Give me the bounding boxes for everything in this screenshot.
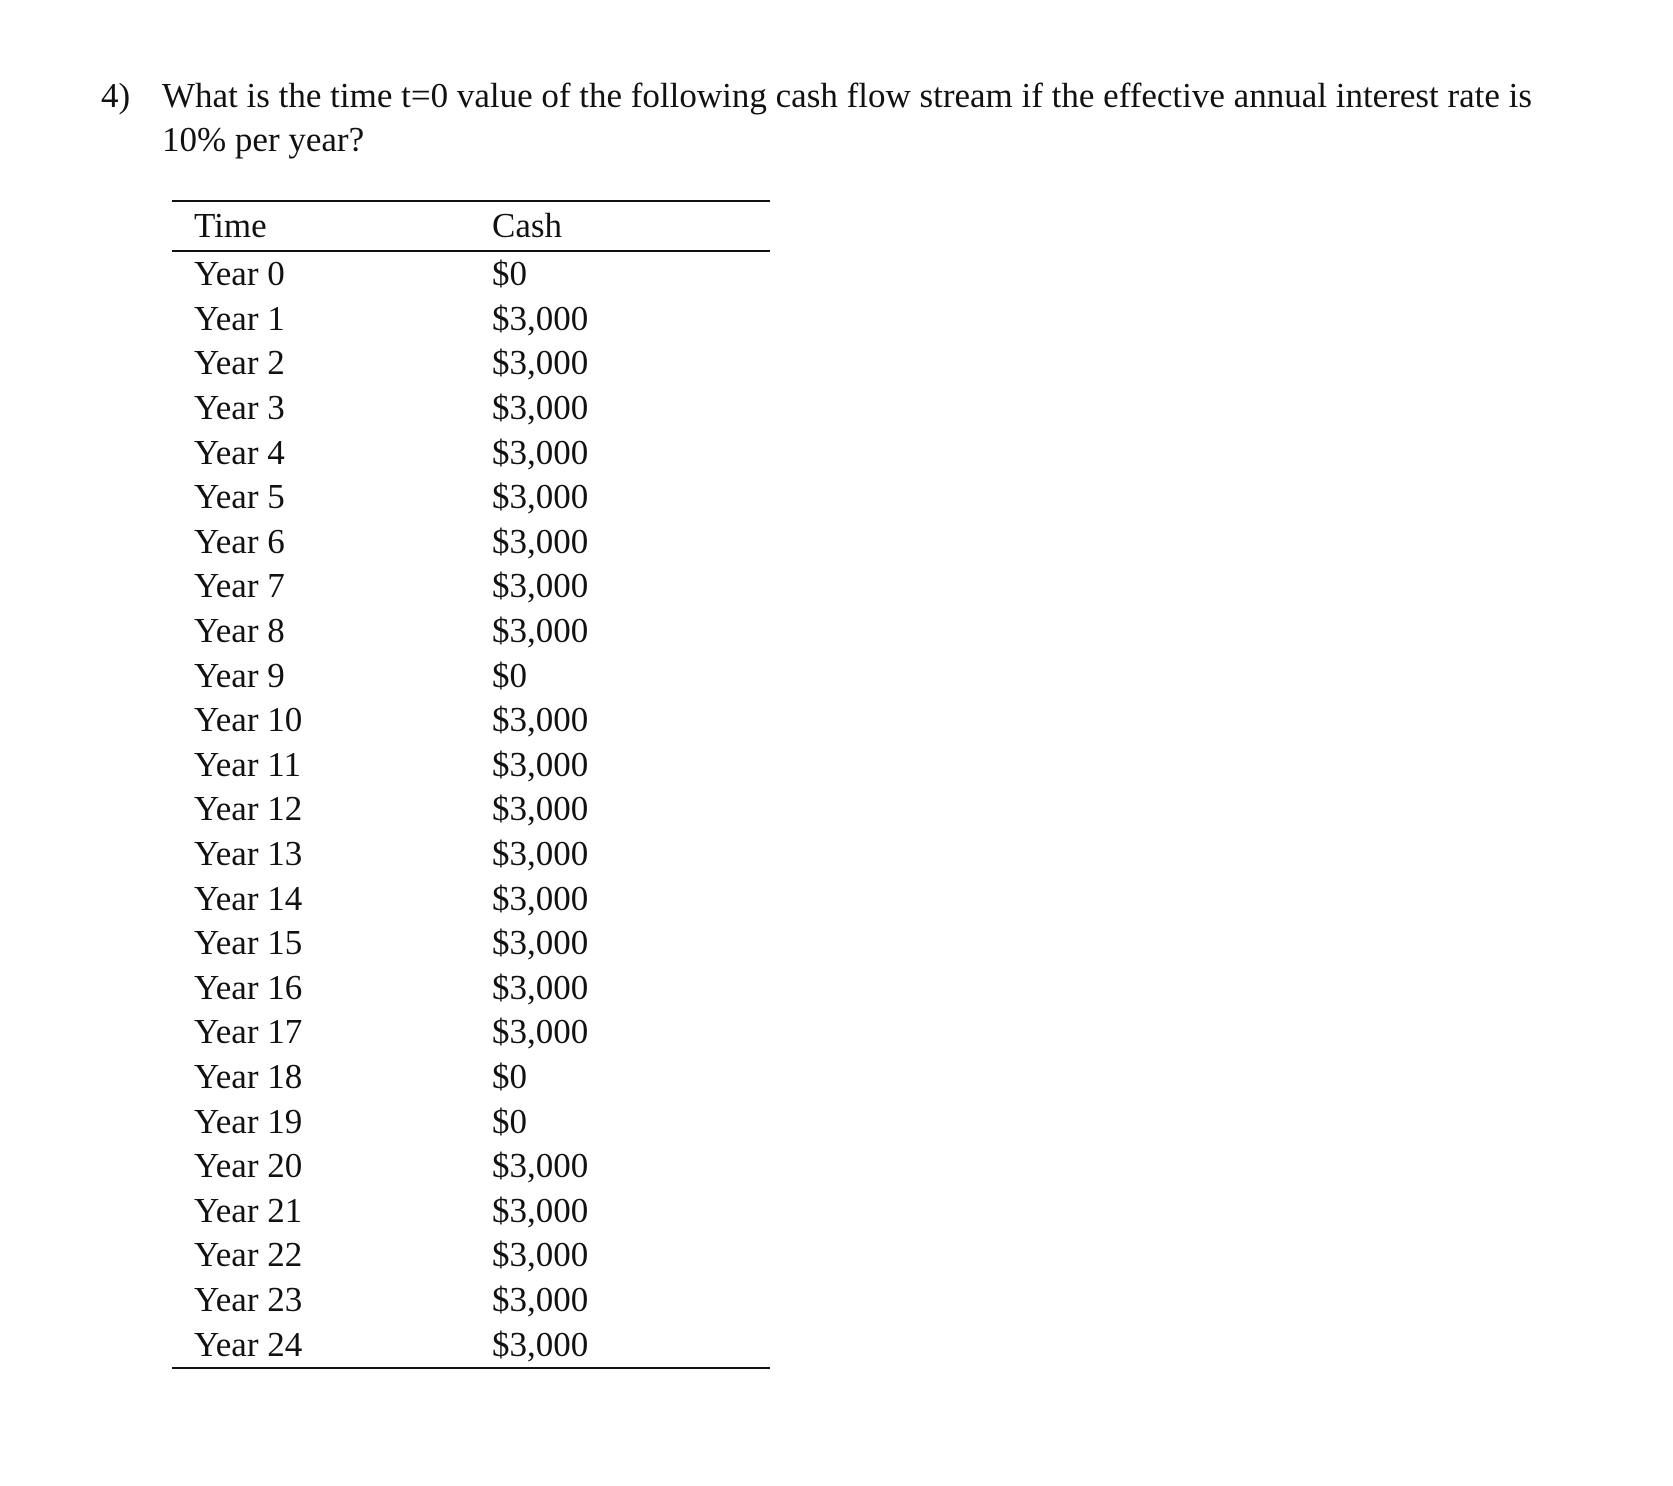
- table-row: [172, 520, 770, 565]
- cell-time: Year 20: [194, 1146, 303, 1186]
- cell-cash: $3,000: [492, 388, 589, 428]
- cell-time: Year 10: [194, 700, 303, 740]
- cell-time: Year 22: [194, 1235, 303, 1275]
- table-row: [172, 297, 770, 342]
- cell-time: Year 3: [194, 388, 285, 428]
- cell-time: Year 21: [194, 1190, 303, 1230]
- cell-cash: $3,000: [492, 923, 589, 963]
- cell-cash: $3,000: [492, 1146, 589, 1186]
- table-row: [172, 1233, 770, 1278]
- table-row: [172, 876, 770, 921]
- cell-time: Year 5: [194, 477, 285, 517]
- table-header-row: [172, 201, 770, 251]
- table-row: [172, 1322, 770, 1368]
- cell-time: Year 16: [194, 967, 303, 1007]
- cell-cash: $3,000: [492, 477, 589, 517]
- table-row: [172, 609, 770, 654]
- cell-cash: $3,000: [492, 834, 589, 874]
- table-row: [172, 1010, 770, 1055]
- cell-time: Year 9: [194, 655, 285, 695]
- table-row: [172, 1099, 770, 1144]
- cell-time: Year 6: [194, 521, 285, 561]
- cell-cash: $3,000: [492, 1012, 589, 1052]
- table-row: [172, 698, 770, 743]
- cell-cash: $3,000: [492, 789, 589, 829]
- cell-cash: $3,000: [492, 878, 589, 918]
- cell-time: Year 19: [194, 1101, 303, 1141]
- cell-cash: $0: [492, 254, 527, 294]
- table-body: [172, 251, 770, 1368]
- table-row: [172, 1278, 770, 1323]
- cell-cash: $3,000: [492, 744, 589, 784]
- cell-time: Year 17: [194, 1012, 303, 1052]
- cell-time: Year 24: [194, 1324, 303, 1364]
- header-cash: Cash: [492, 206, 562, 245]
- question-text: What is the time t=0 value of the following cash flow stream if the effective annual interest rate is 10% per year?: [162, 76, 1533, 159]
- cell-cash: $3,000: [492, 1324, 589, 1364]
- question-number: 4): [101, 76, 131, 115]
- cell-time: Year 7: [194, 566, 285, 606]
- table-row: [172, 475, 770, 520]
- cell-cash: $3,000: [492, 1190, 589, 1230]
- table-row: [172, 430, 770, 475]
- cell-cash: $3,000: [492, 566, 589, 606]
- cell-time: Year 8: [194, 611, 285, 651]
- table-row: [172, 251, 770, 297]
- cell-time: Year 0: [194, 254, 285, 294]
- cell-cash: $3,000: [492, 298, 589, 338]
- cash-flow-table: [172, 200, 770, 1369]
- cell-cash: $3,000: [492, 611, 589, 651]
- cell-time: Year 1: [194, 298, 285, 338]
- cell-cash: $3,000: [492, 967, 589, 1007]
- table-row: [172, 1144, 770, 1189]
- table-row: [172, 1055, 770, 1100]
- cell-cash: $0: [492, 1101, 527, 1141]
- header-time: Time: [194, 206, 267, 245]
- cell-time: Year 15: [194, 923, 303, 963]
- table-row: [172, 832, 770, 877]
- cell-time: Year 23: [194, 1279, 303, 1319]
- cell-cash: $0: [492, 1056, 527, 1096]
- cell-cash: $3,000: [492, 343, 589, 383]
- cell-cash: $3,000: [492, 432, 589, 472]
- table-row: [172, 743, 770, 788]
- table-row: [172, 787, 770, 832]
- table-row: [172, 386, 770, 431]
- table-row: [172, 341, 770, 386]
- cell-time: Year 11: [194, 744, 301, 784]
- table-row: [172, 966, 770, 1011]
- table-row: [172, 564, 770, 609]
- cell-cash: $3,000: [492, 1235, 589, 1275]
- table-row: [172, 921, 770, 966]
- cell-time: Year 18: [194, 1056, 303, 1096]
- cell-time: Year 13: [194, 834, 303, 874]
- cell-time: Year 12: [194, 789, 303, 829]
- cell-cash: $3,000: [492, 1279, 589, 1319]
- cell-time: Year 14: [194, 878, 303, 918]
- table-row: [172, 1188, 770, 1233]
- cell-time: Year 2: [194, 343, 285, 383]
- cell-cash: $3,000: [492, 521, 589, 561]
- cell-time: Year 4: [194, 432, 285, 472]
- cell-cash: $3,000: [492, 700, 589, 740]
- table-row: [172, 653, 770, 698]
- cell-cash: $0: [492, 655, 527, 695]
